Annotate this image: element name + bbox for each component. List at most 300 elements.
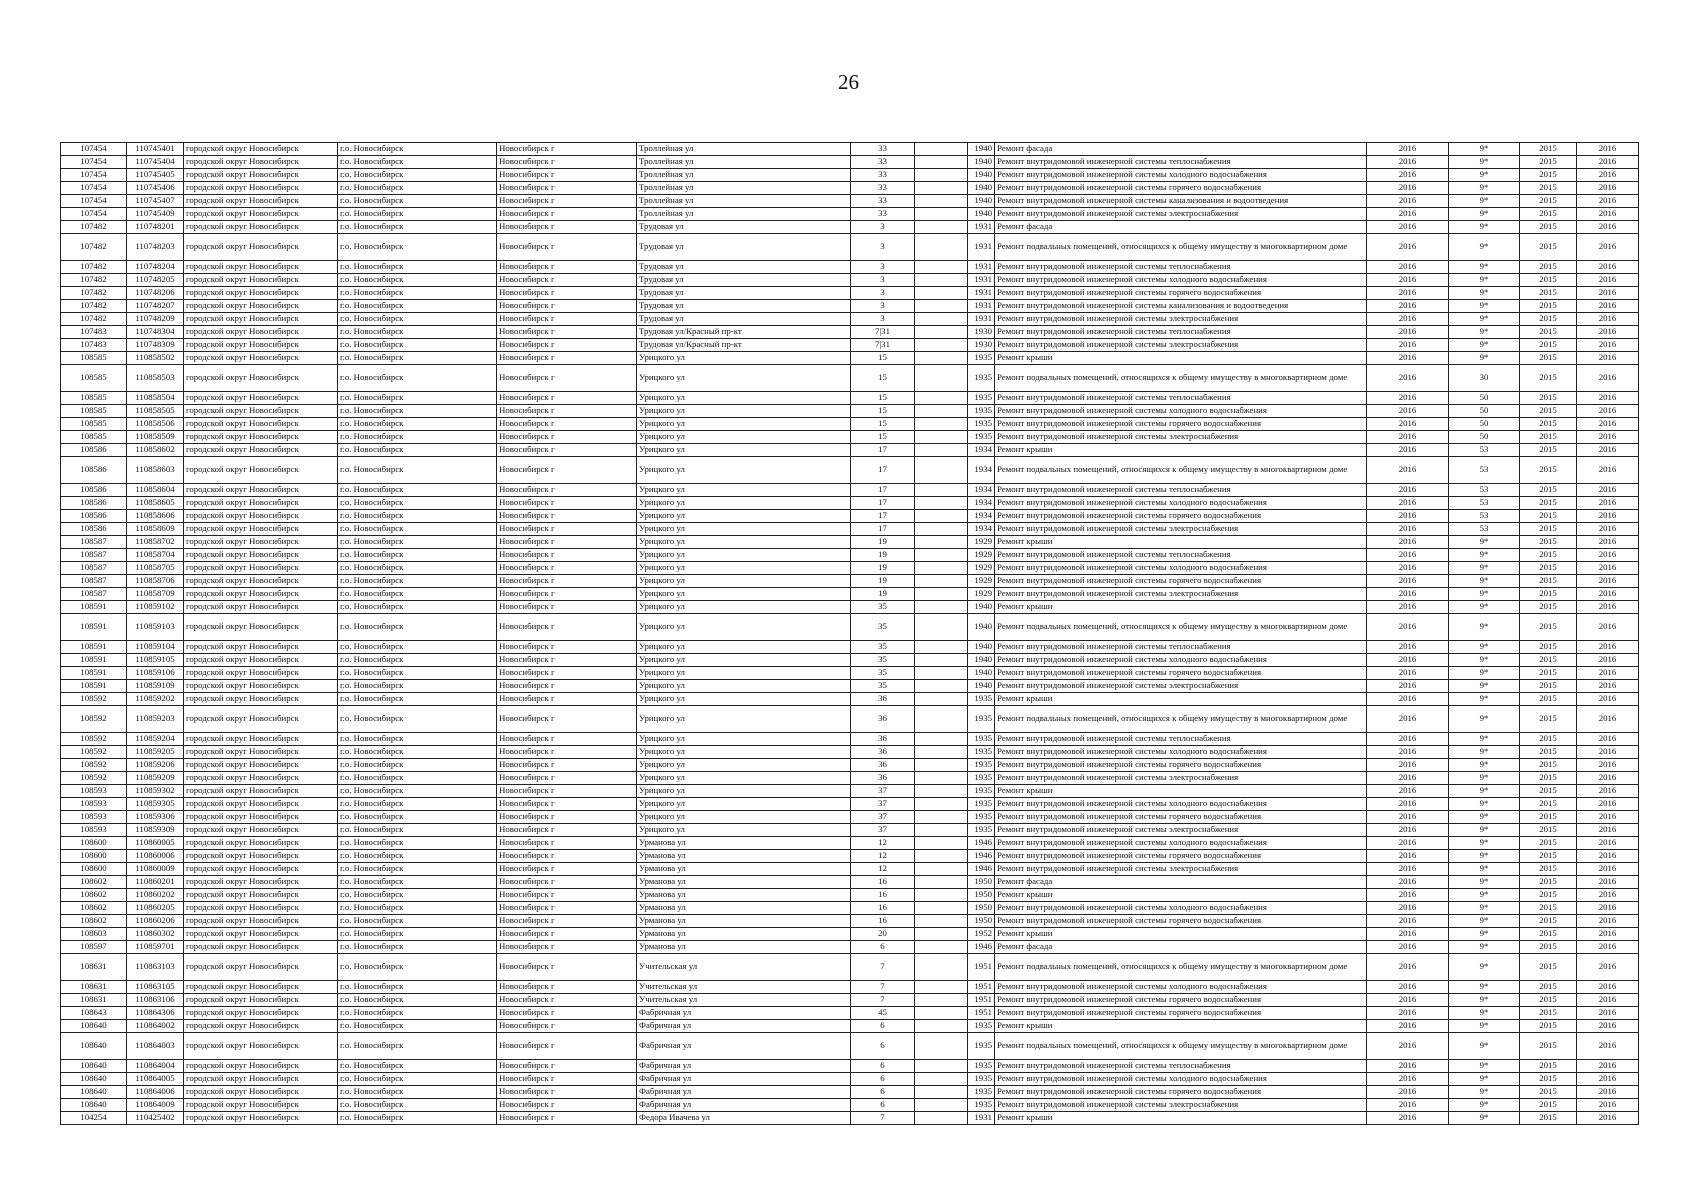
- settlement-cell: г.о. Новосибирск: [338, 641, 497, 654]
- locality-cell: Новосибирск г: [497, 994, 637, 1007]
- municipality-cell: городской округ Новосибирск: [184, 654, 338, 667]
- table-row: [61, 405, 1639, 418]
- plan-year-cell: 2016: [1367, 994, 1449, 1007]
- locality-cell: Новосибирск г: [497, 876, 637, 889]
- work-id-cell: 110748209: [127, 313, 184, 326]
- wear-cell: 9*: [1449, 954, 1520, 981]
- end-year-cell: 2016: [1577, 850, 1639, 863]
- build-year-cell: 1935: [968, 759, 995, 772]
- settlement-cell: г.о. Новосибирск: [338, 785, 497, 798]
- corpus-cell: [915, 1086, 968, 1099]
- work-type-cell: Ремонт крыши: [995, 693, 1367, 706]
- work-type-cell: Ремонт крыши: [995, 601, 1367, 614]
- locality-cell: Новосибирск г: [497, 313, 637, 326]
- table-row: [61, 1033, 1639, 1060]
- settlement-cell: г.о. Новосибирск: [338, 536, 497, 549]
- start-year-cell: 2015: [1520, 300, 1577, 313]
- start-year-cell: 2015: [1520, 195, 1577, 208]
- locality-cell: Новосибирск г: [497, 601, 637, 614]
- corpus-cell: [915, 365, 968, 392]
- work-type-cell: Ремонт крыши: [995, 785, 1367, 798]
- plan-year-cell: 2016: [1367, 954, 1449, 981]
- table-row: [61, 706, 1639, 733]
- settlement-cell: г.о. Новосибирск: [338, 772, 497, 785]
- house-id-cell: 108585: [61, 352, 127, 365]
- work-id-cell: 110748206: [127, 287, 184, 300]
- end-year-cell: 2016: [1577, 365, 1639, 392]
- house-id-cell: 108640: [61, 1099, 127, 1112]
- street-cell: Урицкого ул: [637, 798, 851, 811]
- house-id-cell: 108586: [61, 497, 127, 510]
- work-type-cell: Ремонт внутридомовой инженерной системы теплоснабжения: [995, 392, 1367, 405]
- municipality-cell: городской округ Новосибирск: [184, 693, 338, 706]
- table-row: [61, 954, 1639, 981]
- municipality-cell: городской округ Новосибирск: [184, 641, 338, 654]
- work-type-cell: Ремонт внутридомовой инженерной системы электроснабжения: [995, 523, 1367, 536]
- house-id-cell: 108592: [61, 693, 127, 706]
- table-row: [61, 693, 1639, 706]
- table-row: [61, 326, 1639, 339]
- settlement-cell: г.о. Новосибирск: [338, 261, 497, 274]
- house-number-cell: 35: [851, 654, 915, 667]
- settlement-cell: г.о. Новосибирск: [338, 392, 497, 405]
- plan-year-cell: 2016: [1367, 641, 1449, 654]
- work-type-cell: Ремонт внутридомовой инженерной системы теплоснабжения: [995, 261, 1367, 274]
- end-year-cell: 2016: [1577, 418, 1639, 431]
- corpus-cell: [915, 601, 968, 614]
- locality-cell: Новосибирск г: [497, 300, 637, 313]
- start-year-cell: 2015: [1520, 680, 1577, 693]
- work-type-cell: Ремонт крыши: [995, 1020, 1367, 1033]
- build-year-cell: 1935: [968, 1086, 995, 1099]
- locality-cell: Новосибирск г: [497, 772, 637, 785]
- street-cell: Фабричная ул: [637, 1020, 851, 1033]
- start-year-cell: 2015: [1520, 418, 1577, 431]
- settlement-cell: г.о. Новосибирск: [338, 195, 497, 208]
- locality-cell: Новосибирск г: [497, 274, 637, 287]
- plan-year-cell: 2016: [1367, 1086, 1449, 1099]
- plan-year-cell: 2016: [1367, 143, 1449, 156]
- plan-year-cell: 2016: [1367, 1112, 1449, 1125]
- build-year-cell: 1931: [968, 261, 995, 274]
- work-id-cell: 110864002: [127, 1020, 184, 1033]
- house-id-cell: 108587: [61, 536, 127, 549]
- locality-cell: Новосибирск г: [497, 169, 637, 182]
- wear-cell: 9*: [1449, 824, 1520, 837]
- work-id-cell: 110864006: [127, 1086, 184, 1099]
- municipality-cell: городской округ Новосибирск: [184, 143, 338, 156]
- street-cell: Урицкого ул: [637, 431, 851, 444]
- plan-year-cell: 2016: [1367, 863, 1449, 876]
- municipality-cell: городской округ Новосибирск: [184, 575, 338, 588]
- settlement-cell: г.о. Новосибирск: [338, 1099, 497, 1112]
- table-row: [61, 1007, 1639, 1020]
- work-id-cell: 110748207: [127, 300, 184, 313]
- house-id-cell: 107482: [61, 274, 127, 287]
- corpus-cell: [915, 798, 968, 811]
- locality-cell: Новосибирск г: [497, 457, 637, 484]
- locality-cell: Новосибирск г: [497, 234, 637, 261]
- end-year-cell: 2016: [1577, 601, 1639, 614]
- street-cell: Урманова ул: [637, 863, 851, 876]
- locality-cell: Новосибирск г: [497, 733, 637, 746]
- house-number-cell: 6: [851, 1099, 915, 1112]
- house-number-cell: 6: [851, 1033, 915, 1060]
- build-year-cell: 1929: [968, 549, 995, 562]
- municipality-cell: городской округ Новосибирск: [184, 889, 338, 902]
- settlement-cell: г.о. Новосибирск: [338, 274, 497, 287]
- house-number-cell: 6: [851, 1060, 915, 1073]
- house-number-cell: 37: [851, 824, 915, 837]
- corpus-cell: [915, 994, 968, 1007]
- work-type-cell: Ремонт фасада: [995, 221, 1367, 234]
- work-type-cell: Ремонт внутридомовой инженерной системы холодного водоснабжения: [995, 274, 1367, 287]
- house-id-cell: 108593: [61, 811, 127, 824]
- house-id-cell: 108587: [61, 575, 127, 588]
- start-year-cell: 2015: [1520, 208, 1577, 221]
- start-year-cell: 2015: [1520, 641, 1577, 654]
- corpus-cell: [915, 889, 968, 902]
- start-year-cell: 2015: [1520, 352, 1577, 365]
- plan-year-cell: 2016: [1367, 928, 1449, 941]
- house-id-cell: 108585: [61, 431, 127, 444]
- corpus-cell: [915, 1020, 968, 1033]
- wear-cell: 53: [1449, 510, 1520, 523]
- house-id-cell: 108591: [61, 654, 127, 667]
- street-cell: Троллейная ул: [637, 195, 851, 208]
- build-year-cell: 1940: [968, 614, 995, 641]
- table-row: [61, 156, 1639, 169]
- plan-year-cell: 2016: [1367, 772, 1449, 785]
- end-year-cell: 2016: [1577, 667, 1639, 680]
- house-number-cell: 17: [851, 523, 915, 536]
- table-row: [61, 562, 1639, 575]
- table-row: [61, 915, 1639, 928]
- work-type-cell: Ремонт внутридомовой инженерной системы электроснабжения: [995, 208, 1367, 221]
- house-number-cell: 35: [851, 614, 915, 641]
- wear-cell: 9*: [1449, 785, 1520, 798]
- table-row: [61, 195, 1639, 208]
- work-id-cell: 110858504: [127, 392, 184, 405]
- work-type-cell: Ремонт внутридомовой инженерной системы электроснабжения: [995, 339, 1367, 352]
- wear-cell: 9*: [1449, 536, 1520, 549]
- start-year-cell: 2015: [1520, 1060, 1577, 1073]
- street-cell: Троллейная ул: [637, 208, 851, 221]
- wear-cell: 50: [1449, 431, 1520, 444]
- wear-cell: 9*: [1449, 1086, 1520, 1099]
- settlement-cell: г.о. Новосибирск: [338, 915, 497, 928]
- table-row: [61, 143, 1639, 156]
- wear-cell: 9*: [1449, 706, 1520, 733]
- wear-cell: 9*: [1449, 667, 1520, 680]
- end-year-cell: 2016: [1577, 954, 1639, 981]
- house-number-cell: 33: [851, 169, 915, 182]
- street-cell: Урицкого ул: [637, 785, 851, 798]
- house-number-cell: 37: [851, 811, 915, 824]
- locality-cell: Новосибирск г: [497, 981, 637, 994]
- end-year-cell: 2016: [1577, 497, 1639, 510]
- wear-cell: 9*: [1449, 798, 1520, 811]
- corpus-cell: [915, 876, 968, 889]
- wear-cell: 9*: [1449, 234, 1520, 261]
- end-year-cell: 2016: [1577, 837, 1639, 850]
- end-year-cell: 2016: [1577, 261, 1639, 274]
- start-year-cell: 2015: [1520, 431, 1577, 444]
- house-id-cell: 108593: [61, 798, 127, 811]
- settlement-cell: г.о. Новосибирск: [338, 208, 497, 221]
- locality-cell: Новосибирск г: [497, 667, 637, 680]
- work-id-cell: 110858702: [127, 536, 184, 549]
- build-year-cell: 1940: [968, 182, 995, 195]
- start-year-cell: 2015: [1520, 1020, 1577, 1033]
- municipality-cell: городской округ Новосибирск: [184, 941, 338, 954]
- corpus-cell: [915, 156, 968, 169]
- start-year-cell: 2015: [1520, 497, 1577, 510]
- start-year-cell: 2015: [1520, 1112, 1577, 1125]
- municipality-cell: городской округ Новосибирск: [184, 221, 338, 234]
- municipality-cell: городской округ Новосибирск: [184, 208, 338, 221]
- corpus-cell: [915, 300, 968, 313]
- work-id-cell: 110859103: [127, 614, 184, 641]
- plan-year-cell: 2016: [1367, 234, 1449, 261]
- corpus-cell: [915, 706, 968, 733]
- settlement-cell: г.о. Новосибирск: [338, 1033, 497, 1060]
- street-cell: Фабричная ул: [637, 1086, 851, 1099]
- table-row: [61, 1060, 1639, 1073]
- work-type-cell: Ремонт внутридомовой инженерной системы теплоснабжения: [995, 326, 1367, 339]
- street-cell: Урицкого ул: [637, 588, 851, 601]
- locality-cell: Новосибирск г: [497, 798, 637, 811]
- house-id-cell: 108631: [61, 981, 127, 994]
- wear-cell: 9*: [1449, 562, 1520, 575]
- corpus-cell: [915, 981, 968, 994]
- corpus-cell: [915, 523, 968, 536]
- municipality-cell: городской округ Новосибирск: [184, 928, 338, 941]
- wear-cell: 9*: [1449, 641, 1520, 654]
- wear-cell: 9*: [1449, 588, 1520, 601]
- end-year-cell: 2016: [1577, 798, 1639, 811]
- house-id-cell: 107454: [61, 169, 127, 182]
- house-id-cell: 108591: [61, 601, 127, 614]
- end-year-cell: 2016: [1577, 772, 1639, 785]
- end-year-cell: 2016: [1577, 352, 1639, 365]
- plan-year-cell: 2016: [1367, 837, 1449, 850]
- wear-cell: 9*: [1449, 889, 1520, 902]
- wear-cell: 9*: [1449, 941, 1520, 954]
- street-cell: Урицкого ул: [637, 746, 851, 759]
- table-row: [61, 549, 1639, 562]
- end-year-cell: 2016: [1577, 981, 1639, 994]
- municipality-cell: городской округ Новосибирск: [184, 981, 338, 994]
- house-number-cell: 7: [851, 954, 915, 981]
- house-number-cell: 7: [851, 994, 915, 1007]
- table-row: [61, 300, 1639, 313]
- build-year-cell: 1931: [968, 221, 995, 234]
- settlement-cell: г.о. Новосибирск: [338, 365, 497, 392]
- municipality-cell: городской округ Новосибирск: [184, 1086, 338, 1099]
- municipality-cell: городской округ Новосибирск: [184, 1007, 338, 1020]
- start-year-cell: 2015: [1520, 313, 1577, 326]
- work-id-cell: 110858605: [127, 497, 184, 510]
- settlement-cell: г.о. Новосибирск: [338, 994, 497, 1007]
- wear-cell: 9*: [1449, 1007, 1520, 1020]
- wear-cell: 9*: [1449, 352, 1520, 365]
- house-id-cell: 108602: [61, 915, 127, 928]
- street-cell: Урицкого ул: [637, 811, 851, 824]
- start-year-cell: 2015: [1520, 444, 1577, 457]
- table-row: [61, 941, 1639, 954]
- house-id-cell: 107483: [61, 326, 127, 339]
- work-id-cell: 110863105: [127, 981, 184, 994]
- wear-cell: 9*: [1449, 261, 1520, 274]
- wear-cell: 9*: [1449, 837, 1520, 850]
- municipality-cell: городской округ Новосибирск: [184, 261, 338, 274]
- street-cell: Урицкого ул: [637, 444, 851, 457]
- settlement-cell: г.о. Новосибирск: [338, 156, 497, 169]
- street-cell: Урманова ул: [637, 902, 851, 915]
- build-year-cell: 1934: [968, 510, 995, 523]
- work-type-cell: Ремонт внутридомовой инженерной системы горячего водоснабжения: [995, 1086, 1367, 1099]
- house-number-cell: 15: [851, 352, 915, 365]
- municipality-cell: городской округ Новосибирск: [184, 850, 338, 863]
- house-number-cell: 19: [851, 575, 915, 588]
- end-year-cell: 2016: [1577, 405, 1639, 418]
- street-cell: Трудовая ул: [637, 287, 851, 300]
- end-year-cell: 2016: [1577, 234, 1639, 261]
- end-year-cell: 2016: [1577, 575, 1639, 588]
- work-type-cell: Ремонт внутридомовой инженерной системы теплоснабжения: [995, 1060, 1367, 1073]
- start-year-cell: 2015: [1520, 287, 1577, 300]
- municipality-cell: городской округ Новосибирск: [184, 667, 338, 680]
- municipality-cell: городской округ Новосибирск: [184, 902, 338, 915]
- start-year-cell: 2015: [1520, 994, 1577, 1007]
- settlement-cell: г.о. Новосибирск: [338, 614, 497, 641]
- settlement-cell: г.о. Новосибирск: [338, 588, 497, 601]
- end-year-cell: 2016: [1577, 785, 1639, 798]
- work-type-cell: Ремонт внутридомовой инженерной системы электроснабжения: [995, 431, 1367, 444]
- locality-cell: Новосибирск г: [497, 889, 637, 902]
- end-year-cell: 2016: [1577, 1007, 1639, 1020]
- start-year-cell: 2015: [1520, 457, 1577, 484]
- locality-cell: Новосибирск г: [497, 523, 637, 536]
- build-year-cell: 1951: [968, 994, 995, 1007]
- street-cell: Учительская ул: [637, 981, 851, 994]
- work-id-cell: 110860202: [127, 889, 184, 902]
- municipality-cell: городской округ Новосибирск: [184, 733, 338, 746]
- build-year-cell: 1940: [968, 195, 995, 208]
- municipality-cell: городской округ Новосибирск: [184, 1099, 338, 1112]
- build-year-cell: 1935: [968, 1033, 995, 1060]
- wear-cell: 30: [1449, 365, 1520, 392]
- house-number-cell: 7: [851, 1112, 915, 1125]
- street-cell: Урицкого ул: [637, 614, 851, 641]
- corpus-cell: [915, 431, 968, 444]
- street-cell: Урицкого ул: [637, 418, 851, 431]
- work-id-cell: 110858509: [127, 431, 184, 444]
- corpus-cell: [915, 654, 968, 667]
- house-id-cell: 108591: [61, 680, 127, 693]
- house-id-cell: 108640: [61, 1073, 127, 1086]
- work-id-cell: 110860005: [127, 837, 184, 850]
- corpus-cell: [915, 588, 968, 601]
- table-row: [61, 510, 1639, 523]
- plan-year-cell: 2016: [1367, 1033, 1449, 1060]
- work-type-cell: Ремонт подвальных помещений, относящихся к общему имуществу в многоквартирном доме: [995, 614, 1367, 641]
- house-id-cell: 108602: [61, 876, 127, 889]
- settlement-cell: г.о. Новосибирск: [338, 431, 497, 444]
- municipality-cell: городской округ Новосибирск: [184, 811, 338, 824]
- municipality-cell: городской округ Новосибирск: [184, 1020, 338, 1033]
- table-row: [61, 221, 1639, 234]
- settlement-cell: г.о. Новосибирск: [338, 1020, 497, 1033]
- corpus-cell: [915, 326, 968, 339]
- work-id-cell: 110863106: [127, 994, 184, 1007]
- end-year-cell: 2016: [1577, 339, 1639, 352]
- corpus-cell: [915, 641, 968, 654]
- settlement-cell: г.о. Новосибирск: [338, 1060, 497, 1073]
- wear-cell: 9*: [1449, 863, 1520, 876]
- street-cell: Трудовая ул: [637, 274, 851, 287]
- plan-year-cell: 2016: [1367, 287, 1449, 300]
- street-cell: Федора Ивачева ул: [637, 1112, 851, 1125]
- corpus-cell: [915, 1060, 968, 1073]
- settlement-cell: г.о. Новосибирск: [338, 510, 497, 523]
- plan-year-cell: 2016: [1367, 156, 1449, 169]
- wear-cell: 9*: [1449, 549, 1520, 562]
- settlement-cell: г.о. Новосибирск: [338, 876, 497, 889]
- settlement-cell: г.о. Новосибирск: [338, 339, 497, 352]
- build-year-cell: 1940: [968, 654, 995, 667]
- build-year-cell: 1946: [968, 837, 995, 850]
- street-cell: Троллейная ул: [637, 156, 851, 169]
- corpus-cell: [915, 693, 968, 706]
- house-number-cell: 37: [851, 785, 915, 798]
- plan-year-cell: 2016: [1367, 811, 1449, 824]
- locality-cell: Новосибирск г: [497, 562, 637, 575]
- start-year-cell: 2015: [1520, 1033, 1577, 1060]
- corpus-cell: [915, 221, 968, 234]
- end-year-cell: 2016: [1577, 1020, 1639, 1033]
- street-cell: Урицкого ул: [637, 575, 851, 588]
- start-year-cell: 2015: [1520, 261, 1577, 274]
- work-id-cell: 110859302: [127, 785, 184, 798]
- settlement-cell: г.о. Новосибирск: [338, 954, 497, 981]
- house-number-cell: 16: [851, 915, 915, 928]
- street-cell: Трудовая ул/Красный пр-кт: [637, 326, 851, 339]
- table-row: [61, 759, 1639, 772]
- wear-cell: 9*: [1449, 772, 1520, 785]
- settlement-cell: г.о. Новосибирск: [338, 300, 497, 313]
- work-type-cell: Ремонт внутридомовой инженерной системы холодного водоснабжения: [995, 746, 1367, 759]
- work-id-cell: 110745406: [127, 182, 184, 195]
- plan-year-cell: 2016: [1367, 484, 1449, 497]
- locality-cell: Новосибирск г: [497, 1099, 637, 1112]
- street-cell: Урицкого ул: [637, 759, 851, 772]
- plan-year-cell: 2016: [1367, 1099, 1449, 1112]
- corpus-cell: [915, 143, 968, 156]
- house-number-cell: 45: [851, 1007, 915, 1020]
- work-id-cell: 110859102: [127, 601, 184, 614]
- table-row: [61, 889, 1639, 902]
- municipality-cell: городской округ Новосибирск: [184, 484, 338, 497]
- table-row: [61, 431, 1639, 444]
- plan-year-cell: 2016: [1367, 850, 1449, 863]
- house-id-cell: 107454: [61, 143, 127, 156]
- work-type-cell: Ремонт внутридомовой инженерной системы канализования и водоотведения: [995, 300, 1367, 313]
- table-row: [61, 444, 1639, 457]
- end-year-cell: 2016: [1577, 444, 1639, 457]
- wear-cell: 9*: [1449, 1060, 1520, 1073]
